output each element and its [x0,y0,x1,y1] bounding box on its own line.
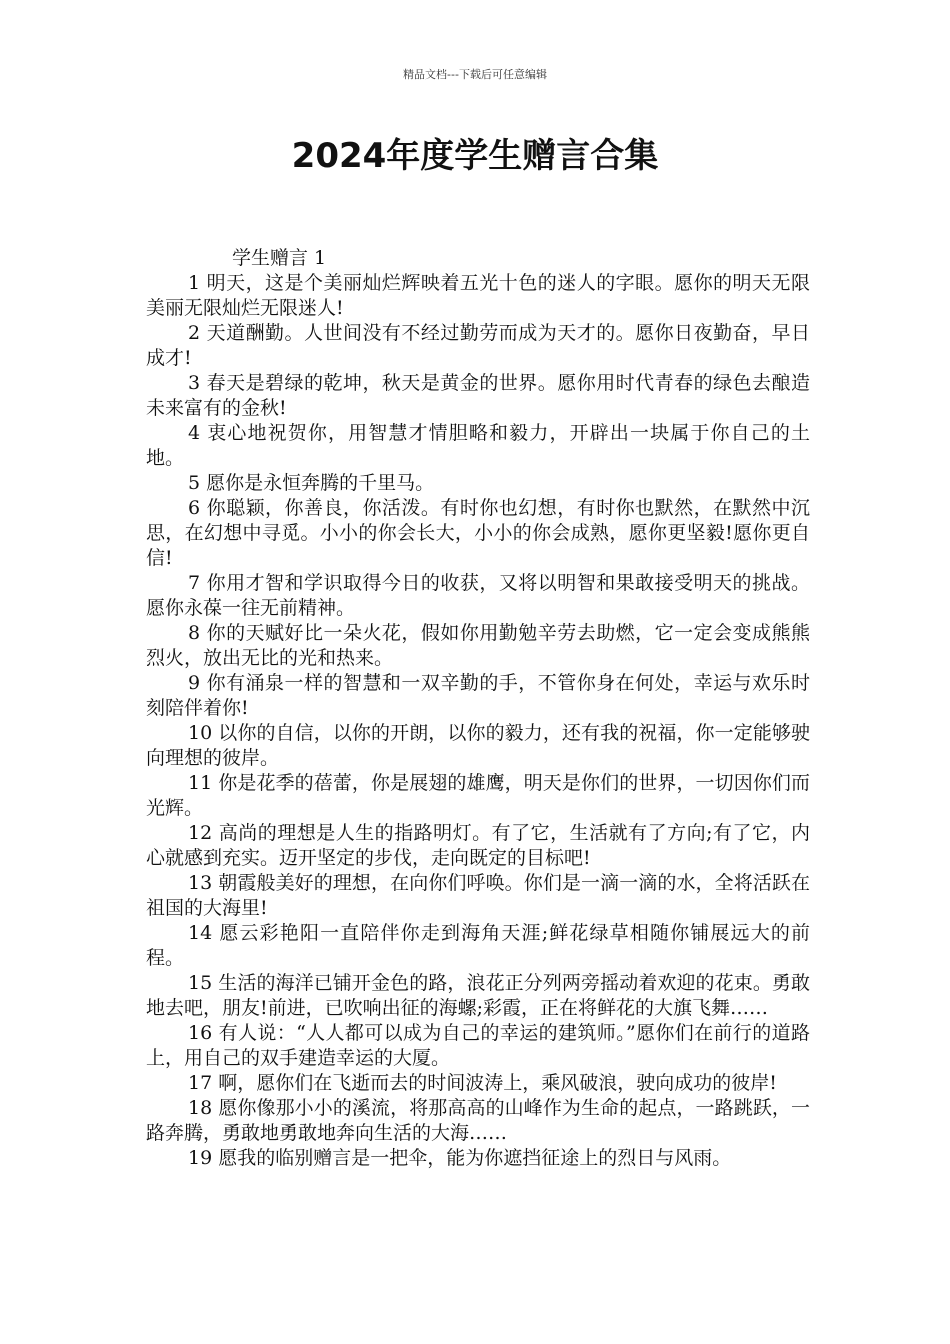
paragraph: 15 生活的海洋已铺开金色的路，浪花正分列两旁摇动着欢迎的花束。勇敢地去吧，朋友!前进，已吹响出征的海螺;彩霞，正在将鲜花的大旗飞舞…… [146,972,810,1019]
paragraph: 5 愿你是永恒奔腾的千里马。 [188,472,435,494]
paragraph: 11 你是花季的蓓蕾，你是展翅的雄鹰，明天是你们的世界，一切因你们而光辉。 [146,772,810,819]
paragraph: 19 愿我的临别赠言是一把伞，能为你遮挡征途上的烈日与风雨。 [188,1147,732,1169]
paragraph: 14 愿云彩艳阳一直陪伴你走到海角天涯;鲜花绿草相随你铺展远大的前程。 [146,922,810,969]
paragraph: 8 你的天赋好比一朵火花，假如你用勤勉辛劳去助燃，它一定会变成熊熊烈火，放出无比的光和热来。 [146,622,810,669]
paragraph: 10 以你的自信，以你的开朗，以你的毅力，还有我的祝福，你一定能够驶向理想的彼岸。 [146,722,810,769]
paragraph: 1 明天，这是个美丽灿烂辉映着五光十色的迷人的字眼。愿你的明天无限美丽无限灿烂无限迷人! [146,272,810,319]
paragraph: 16 有人说：“人人都可以成为自己的幸运的建筑师。”愿你们在前行的道路上，用自己的双手建造幸运的大厦。 [146,1022,810,1069]
paragraph: 6 你聪颖，你善良，你活泼。有时你也幻想，有时你也默然，在默然中沉思，在幻想中寻觅。小小的你会长大，小小的你会成熟，愿你更坚毅!愿你更自信! [146,497,810,569]
paragraph: 9 你有涌泉一样的智慧和一双辛勤的手，不管你身在何处，幸运与欢乐时刻陪伴着你! [146,672,810,719]
paragraph: 13 朝霞般美好的理想，在向你们呼唤。你们是一滴一滴的水，全将活跃在祖国的大海里! [146,872,810,919]
document-body [146,246,810,1171]
section-heading: 学生赠言 1 [232,247,327,269]
paragraph: 18 愿你像那小小的溪流，将那高高的山峰作为生命的起点，一路跳跃，一路奔腾，勇敢地勇敢地奔向生活的大海…… [146,1097,810,1144]
paragraph: 4 衷心地祝贺你，用智慧才情胆略和毅力，开辟出一块属于你自己的土地。 [146,422,810,469]
header-note: 精品文档---下载后可任意编辑 [403,68,547,81]
paragraph: 3 春天是碧绿的乾坤，秋天是黄金的世界。愿你用时代青春的绿色去酿造未来富有的金秋! [146,372,810,419]
paragraph: 2 天道酬勤。人世间没有不经过勤劳而成为天才的。愿你日夜勤奋，早日成才! [146,322,810,369]
paragraph: 12 高尚的理想是人生的指路明灯。有了它，生活就有了方向;有了它，内心就感到充实。迈开坚定的步伐，走向既定的目标吧! [146,822,810,869]
paragraph: 17 啊，愿你们在飞逝而去的时间波涛上，乘风破浪，驶向成功的彼岸! [188,1072,777,1094]
paragraph: 7 你用才智和学识取得今日的收获，又将以明智和果敢接受明天的挑战。愿你永葆一往无前精神。 [146,572,810,619]
document-title: 2024年度学生赠言合集 [291,136,659,176]
